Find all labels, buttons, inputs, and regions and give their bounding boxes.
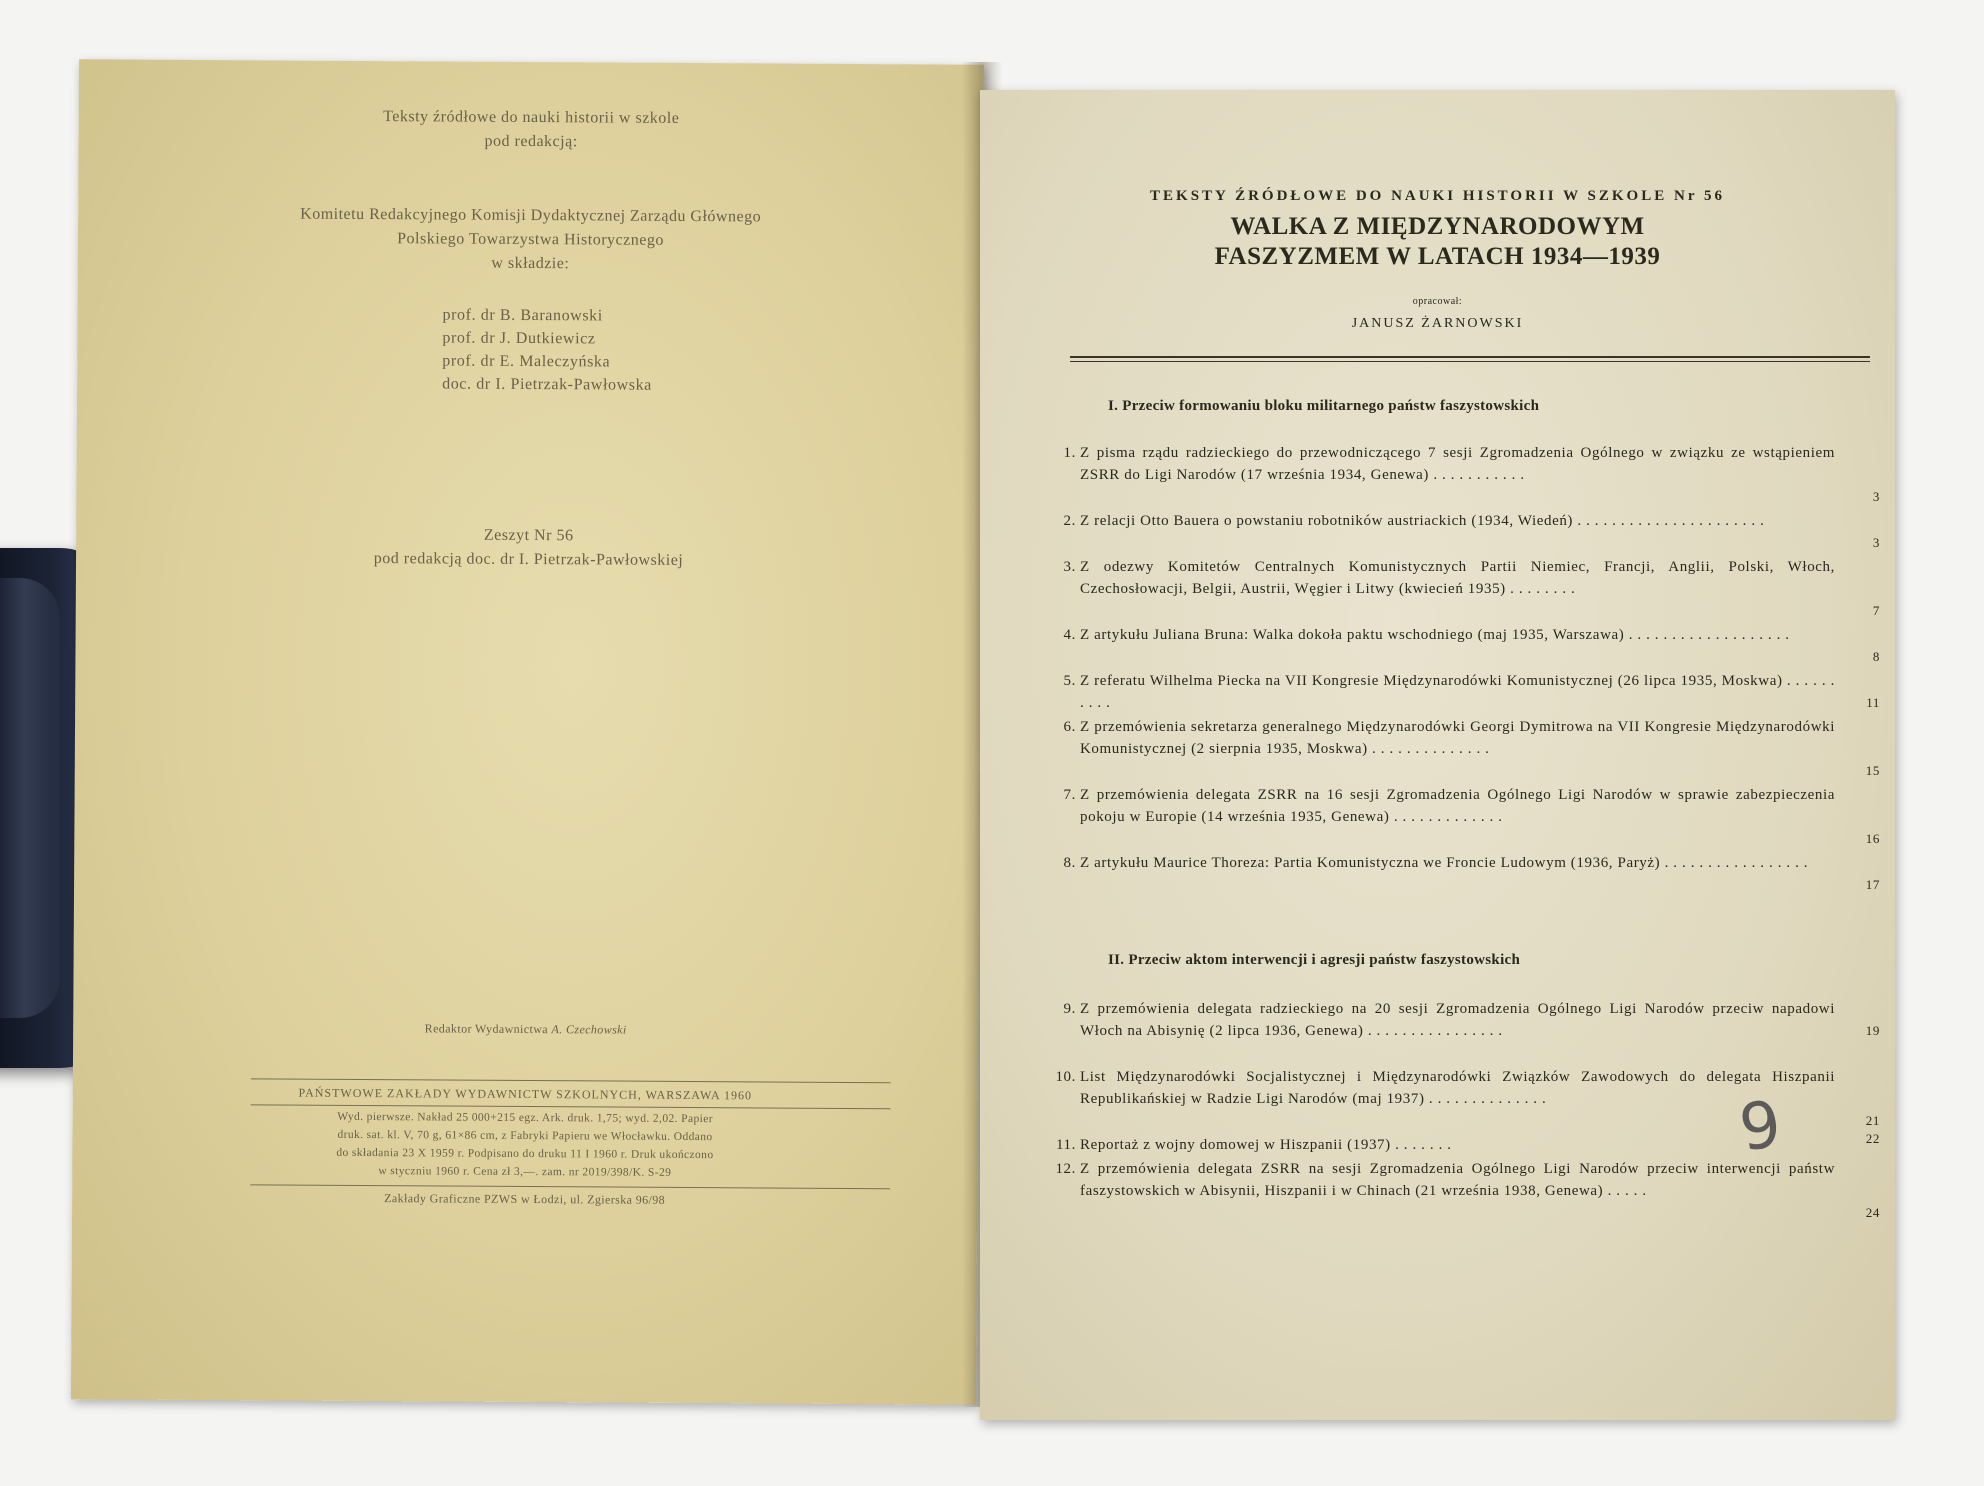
entry-page: 17 xyxy=(1865,877,1880,892)
section-heading-2: II. Przeciw aktom interwencji i agresji państw faszystowskich xyxy=(1108,952,1521,968)
entry-text: Z artykułu Juliana Bruna: Walka dokoła paktu wschodniego (maj 1935, Warszawa) . . . . . . . . . . . . . . . . . . . xyxy=(1080,627,1790,643)
entry-number: 6. xyxy=(1063,719,1076,735)
entry-text: Z przemówienia delegata radzieckiego na 20 sesji Zgromadzenia Ogólnego Ligi Narodów przeciw napadowi Włoch na Abisynię (2 lipca 1936, Genewa) . . . . . . . . . . . . . . . . xyxy=(1080,1001,1835,1039)
toc-entry xyxy=(1063,998,1880,1042)
committee-members xyxy=(442,303,652,396)
title-rule-2 xyxy=(1070,361,1870,362)
entry-number: 11. xyxy=(1056,1137,1076,1153)
author-name: JANUSZ ŻARNOWSKI xyxy=(1351,316,1524,331)
entry-number: 12. xyxy=(1055,1161,1076,1177)
entry-text: Z relacji Otto Bauera o powstaniu robotników austriackich (1934, Wiedeń) . . . . . . . . . . . . . . . . . . . . . . xyxy=(1080,513,1765,529)
entry-page: 21 xyxy=(1865,1113,1880,1128)
toc-entry xyxy=(1055,1158,1880,1220)
entry-page: 16 xyxy=(1865,831,1880,846)
committee-line-3: w składzie: xyxy=(491,254,570,273)
entry-number: 1. xyxy=(1063,445,1076,461)
publisher-editor-name: A. Czechowski xyxy=(551,1022,627,1037)
publisher-editor-label: Redaktor Wydawnictwa xyxy=(424,1021,549,1037)
member: doc. dr I. Pietrzak-Pawłowska xyxy=(442,375,652,394)
entry-number: 8. xyxy=(1063,855,1076,871)
toc-entry xyxy=(1063,852,1880,892)
toc-entry xyxy=(1063,670,1880,714)
imprint-details xyxy=(72,1106,977,1184)
imprint-rule-top xyxy=(251,1078,891,1083)
entry-text: Z referatu Wilhelma Piecka na VII Kongresie Międzynarodówki Komunistycznej (26 lipca 1935, Moskwa) . . . . . . . . . . xyxy=(1080,673,1835,711)
entry-page: 3 xyxy=(1872,489,1880,504)
entry-number: 2. xyxy=(1063,513,1076,529)
entry-text: Z przemówienia delegata ZSRR na 16 sesji Zgromadzenia Ogólnego Ligi Narodów w sprawie zabezpieczenia pokoju w Europie (14 września 1935, Genewa) . . . . . . . . . . . . . xyxy=(1080,787,1835,825)
entry-text: Z przemówienia delegata ZSRR na sesji Zgromadzenia Ogólnego Ligi Narodów przeciw interwencji państw faszystowskich w Abisynii, Hiszpanii i w Chinach (21 września 1938, Genewa) . . . . . xyxy=(1080,1161,1835,1199)
entry-number: 7. xyxy=(1063,787,1076,803)
toc-entry xyxy=(1063,510,1880,550)
publisher-editor xyxy=(73,1017,978,1042)
entry-page: 15 xyxy=(1865,763,1880,778)
printer-line: Zakłady Graficzne PZWS w Łodzi, ul. Zgierska 96/98 xyxy=(384,1191,666,1207)
toc-entry xyxy=(1063,624,1880,664)
clip-shine xyxy=(0,578,60,1018)
toc-entry xyxy=(1063,556,1880,618)
issue-editor: pod redakcją doc. dr I. Pietrzak-Pawłowskiej xyxy=(373,550,684,569)
entry-text: Z pisma rządu radzieckiego do przewodniczącego 7 sesji Zgromadzenia Ogólnego w związku ze wstąpieniem ZSRR do Ligi Narodów (17 września 1934, Genewa) . . . . . . . . . . . xyxy=(1080,445,1835,483)
entry-text: Z odezwy Komitetów Centralnych Komunistycznych Partii Niemiec, Francji, Anglii, Polski, Włoch, Czechosłowacji, Belgii, Austrii, Węgier i Litwy (kwiecień 1935) . . . . . . . . xyxy=(1080,559,1835,597)
series-heading xyxy=(79,103,984,157)
issue-number: Zeszyt Nr 56 xyxy=(483,526,574,545)
imprint-line: do składania 23 X 1959 r. Podpisano do druku 11 I 1960 r. Druk ukończono xyxy=(336,1146,714,1162)
entry-page: 8 xyxy=(1872,649,1880,664)
handwritten-page-mark: 9 xyxy=(1735,1087,1786,1167)
entry-page: 11 xyxy=(1866,695,1880,710)
toc-entry xyxy=(1063,716,1880,778)
entry-number: 3. xyxy=(1063,559,1076,575)
imprint-line: w styczniu 1960 r. Cena zł 3,—. zam. nr 2019/398/K. S-29 xyxy=(378,1165,672,1179)
toc-entry xyxy=(1063,442,1880,504)
entry-page: 19 xyxy=(1865,1023,1880,1038)
member: prof. dr J. Dutkiewicz xyxy=(442,329,596,348)
committee-line-2: Polskiego Towarzystwa Historycznego xyxy=(397,230,664,249)
member: prof. dr E. Maleczyńska xyxy=(442,352,611,371)
right-page xyxy=(980,90,1895,1420)
member: prof. dr B. Baranowski xyxy=(442,306,603,325)
entry-number: 5. xyxy=(1063,673,1076,689)
entry-text: Z artykułu Maurice Thoreza: Partia Komunistyczna we Froncie Ludowym (1936, Paryż) . . . . . . . . . . . . . . . . . xyxy=(1080,855,1809,871)
entry-text: List Międzynarodówki Socjalistycznej i Międzynarodówki Związków Zawodowych do delegata Hiszpanii Republikańskiej w Radzie Ligi Narodów (maj 1937) . . . . . . . . . . . . . . xyxy=(1080,1069,1835,1107)
entry-number: 10. xyxy=(1055,1069,1076,1085)
title-rule-1 xyxy=(1070,356,1870,358)
entry-number: 4. xyxy=(1063,627,1076,643)
section-heading-1: I. Przeciw formowaniu bloku militarnego państw faszystowskich xyxy=(1108,398,1540,414)
committee-line-1: Komitetu Redakcyjnego Komisji Dydaktycznej Zarządu Głównego xyxy=(300,205,762,226)
book-title xyxy=(980,212,1895,272)
imprint-line: Wyd. pierwsze. Nakład 25 000+215 egz. Ark. druk. 1,75; wyd. 2,02. Papier xyxy=(337,1110,714,1126)
series-header: TEKSTY ŹRÓDŁOWE DO NAUKI HISTORII W SZKOLE Nr 56 xyxy=(1150,188,1725,204)
entry-number: 9. xyxy=(1063,1001,1076,1017)
entry-page: 24 xyxy=(1865,1205,1880,1220)
imprint-line: druk. sat. kl. V, 70 g, 61×86 cm, z Fabryki Papieru we Włocławku. Oddano xyxy=(337,1128,713,1144)
entry-text: Z przemówienia sekretarza generalnego Międzynarodówki Georgi Dymitrowa na VII Kongresie Międzynarodówki Komunistycznej (2 sierpnia 1935, Moskwa) . . . . . . . . . . . . . . xyxy=(1080,719,1835,757)
prepared-by-label: opracował: xyxy=(1412,296,1463,307)
left-page xyxy=(71,59,984,1405)
series-line-2: pod redakcją: xyxy=(484,132,578,151)
entry-text: Reportaż z wojny domowej w Hiszpanii (1937) . . . . . . . xyxy=(1080,1137,1452,1153)
title-line-1: WALKA Z MIĘDZYNARODOWYM xyxy=(1230,213,1645,240)
entry-page: 7 xyxy=(1872,603,1880,618)
publisher-line: PAŃSTWOWE ZAKŁADY WYDAWNICTW SZKOLNYCH, WARSZAWA 1960 xyxy=(298,1085,753,1103)
entry-page: 3 xyxy=(1872,535,1880,550)
title-line-2: FASZYZMEM W LATACH 1934—1939 xyxy=(1214,243,1661,270)
committee xyxy=(78,201,983,279)
series-line-1: Teksty źródłowe do nauki historii w szkole xyxy=(383,108,680,127)
toc-entry xyxy=(1063,784,1880,846)
issue-info xyxy=(76,521,981,575)
entry-page: 22 xyxy=(1865,1131,1880,1146)
